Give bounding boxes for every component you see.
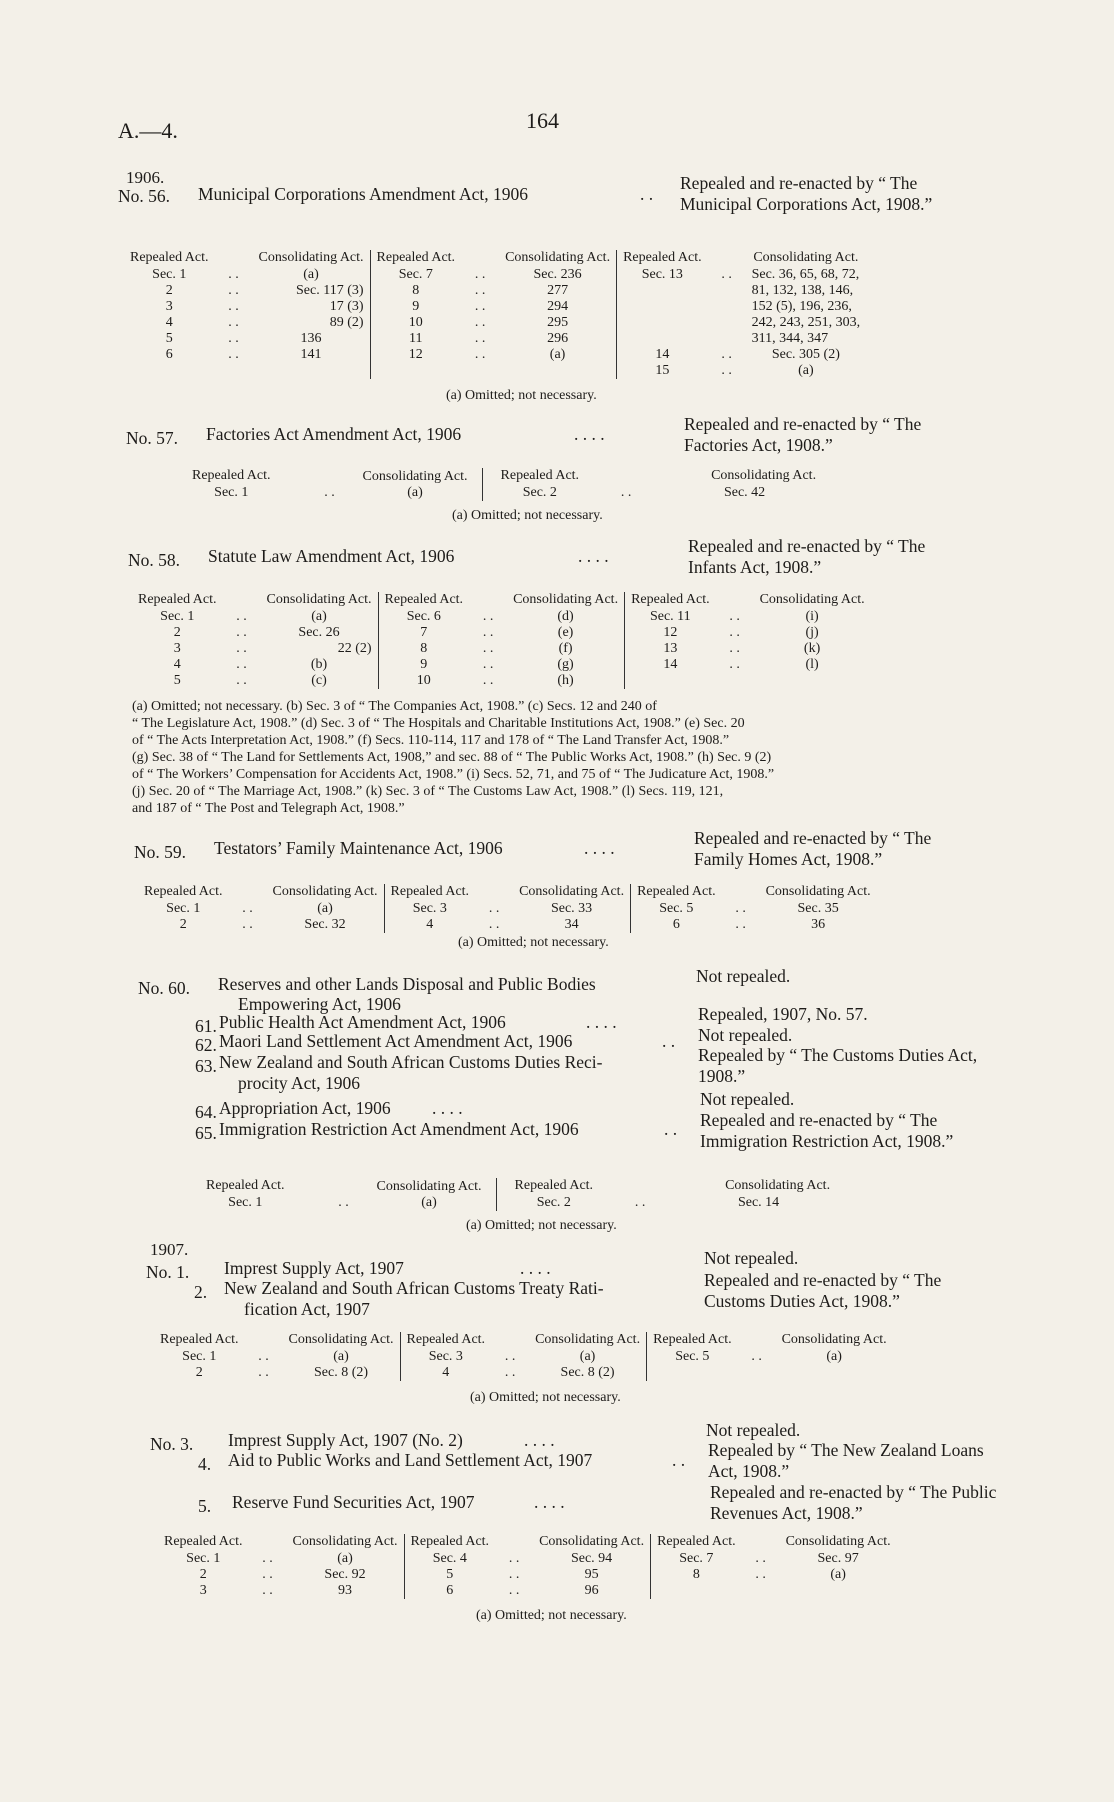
act-status: Repealed by “ The Customs Duties Act, 1908.”	[698, 1045, 978, 1086]
act-number: No. 57.	[126, 428, 179, 448]
act-number: No. 3.	[150, 1434, 194, 1454]
act-title: Public Health Act Amendment Act, 1906	[219, 1012, 506, 1032]
act-number: 5.	[198, 1496, 212, 1516]
footnote-line: (g) Sec. 38 of “ The Land for Settlements Act, 1908,” and sec. 88 of “ The Public Works Act, 1908.” (h) Sec. 9 (2)	[132, 750, 772, 765]
section-table: Repealed Act. Consolidating Act. Repealed Act. Consolidating Act. Repealed Act. Consolidating Act. Sec. 1 . . (a) Sec. 7 . . Sec. 236 Sec. 13 . . Sec. 36, 65, 68, 72, 2 . . Sec. 117 (3) 8 . . 277 81, 132, 138, 146, 3 . . 17 (3) 9 . . 294 152 (5), 196, 236, 4 . . 89 (2) 10 . . 295 242, 243, 251, 303, 5 . . 136 11 . . 296 311, 344, 347 6 . . 141 12 . . (a) 14 . . Sec. 305 (2) 15 . . (a)	[124, 250, 866, 379]
act-number: 65.	[195, 1123, 217, 1143]
dots: . .	[672, 1450, 686, 1470]
col-header: Repealed Act.	[370, 250, 461, 267]
table-note: (a) Omitted; not necessary.	[466, 1218, 617, 1233]
section-table: Repealed Act. Consolidating Act. Repealed Act. Consolidating Act. Sec. 1 . . (a) Sec. 2 . . Sec. 42	[192, 468, 817, 500]
act-status: Not repealed.	[704, 1248, 799, 1268]
act-title: New Zealand and South African Customs Duties Reci-	[219, 1052, 603, 1072]
table-note: (a) Omitted; not necessary.	[476, 1608, 627, 1623]
act-title: Factories Act Amendment Act, 1906	[206, 424, 462, 444]
act-title: Aid to Public Works and Land Settlement Act, 1907	[228, 1450, 593, 1470]
act-status: Not repealed.	[706, 1420, 801, 1440]
dots: . . . .	[586, 1012, 617, 1032]
act-number: 63.	[195, 1056, 217, 1076]
act-status: Repealed and re-enacted by “ The Municipal Corporations Act, 1908.”	[680, 173, 933, 214]
act-number: 62.	[195, 1035, 217, 1055]
act-number: No. 56.	[118, 186, 171, 206]
page-ref: A.—4.	[118, 118, 178, 143]
act-status: Repealed and re-enacted by “ The Customs Duties Act, 1908.”	[704, 1270, 942, 1311]
act-status: Repealed by “ The New Zealand Loans Act, 1908.”	[708, 1440, 984, 1481]
act-title-cont: Empowering Act, 1906	[238, 994, 401, 1014]
footnote-line: of “ The Acts Interpretation Act, 1908.” (f) Secs. 110-114, 117 and 178 of “ The Land Transfer Act, 1908.”	[132, 733, 730, 748]
act-number: No. 58.	[128, 550, 181, 570]
dots: . .	[640, 184, 654, 204]
act-number: 2.	[194, 1282, 208, 1302]
act-status: Not repealed.	[698, 1025, 793, 1045]
act-status: Repealed and re-enacted by “ The Factories Act, 1908.”	[684, 414, 922, 455]
dots: . . . .	[432, 1098, 463, 1118]
act-title-cont: fication Act, 1907	[244, 1299, 370, 1319]
section-table: Repealed Act. Consolidating Act. Repealed Act. Consolidating Act. Repealed Act. Consolidating Act. Sec. 1 . . (a) Sec. 3 . . (a) Sec. 5 . . (a) 2 . . Sec. 8 (2) 4 . . Sec. 8 (2)	[160, 1332, 887, 1380]
act-status: Repealed and re-enacted by “ The Immigration Restriction Act, 1908.”	[700, 1110, 954, 1151]
dots: . . . .	[520, 1258, 551, 1278]
act-status: Not repealed.	[700, 1089, 795, 1109]
footnote-line: (a) Omitted; not necessary. (b) Sec. 3 of “ The Companies Act, 1908.” (c) Secs. 12 and 240 of	[132, 699, 657, 714]
act-title-cont: procity Act, 1906	[238, 1073, 360, 1093]
table-note: (a) Omitted; not necessary.	[452, 508, 603, 523]
section-table: Repealed Act. Consolidating Act. Repealed Act. Consolidating Act. Repealed Act. Consolidating Act. Sec. 1 . . (a) Sec. 6 . . (d) Sec. 11 . . (i) 2 . . Sec. 26 7 . . (e) 12 . . (j) 3 . . 22 (2) 8 . . (f) 13 . . (k) 4 . . (b) 9 . . (g) 14 . . (l) 5 . . (c) 10 . . (h)	[138, 592, 865, 688]
col-header: Repealed Act.	[617, 250, 708, 267]
col-header: Consolidating Act.	[753, 250, 859, 265]
act-title: Appropriation Act, 1906	[219, 1098, 391, 1118]
dots: . .	[662, 1031, 676, 1051]
act-title: Testators’ Family Maintenance Act, 1906	[214, 838, 503, 858]
year-heading: 1907.	[150, 1240, 189, 1259]
dots: . . . .	[524, 1430, 555, 1450]
table-note: (a) Omitted; not necessary.	[470, 1390, 621, 1405]
col-header: Consolidating Act.	[258, 250, 364, 265]
footnote-line: “ The Legislature Act, 1908.” (d) Sec. 3 of “ The Hospitals and Charitable Institutions Act, 1908.” (e) Sec. 20	[132, 716, 745, 731]
act-title: Imprest Supply Act, 1907 (No. 2)	[228, 1430, 463, 1450]
act-number: No. 1.	[146, 1262, 190, 1282]
dots: . . . .	[574, 424, 605, 444]
act-number: 4.	[198, 1454, 212, 1474]
dots: . . . .	[578, 546, 609, 566]
act-status: Repealed and re-enacted by “ The Family Homes Act, 1908.”	[694, 828, 932, 869]
act-number: 61.	[195, 1016, 217, 1036]
act-title: Immigration Restriction Act Amendment Act, 1906	[219, 1119, 579, 1139]
act-status: Repealed, 1907, No. 57.	[698, 1004, 868, 1024]
footnote-line: (j) Sec. 20 of “ The Marriage Act, 1908.” (k) Sec. 3 of “ The Customs Law Act, 1908.” (l) Secs. 119, 121,	[132, 784, 724, 799]
act-title: Municipal Corporations Amendment Act, 1906	[198, 184, 529, 204]
footnote-line: of “ The Workers’ Compensation for Accidents Act, 1908.” (i) Secs. 52, 71, and 75 of “ The Judicature Act, 1908.”	[132, 767, 775, 782]
table-note: (a) Omitted; not necessary.	[458, 935, 609, 950]
act-status: Repealed and re-enacted by “ The Infants Act, 1908.”	[688, 536, 926, 577]
act-title: New Zealand and South African Customs Treaty Rati-	[224, 1278, 604, 1298]
col-header: Repealed Act.	[130, 250, 209, 265]
dots: . .	[664, 1119, 678, 1139]
act-status: Repealed and re-enacted by “ The Public Revenues Act, 1908.”	[710, 1482, 997, 1523]
act-number: No. 60.	[138, 978, 191, 998]
year-heading: 1906.	[126, 168, 165, 187]
dots: . . . .	[584, 838, 615, 858]
act-title: Reserves and other Lands Disposal and Public Bodies	[218, 974, 596, 994]
act-title: Imprest Supply Act, 1907	[224, 1258, 404, 1278]
act-title: Statute Law Amendment Act, 1906	[208, 546, 455, 566]
section-table: Repealed Act. Consolidating Act. Repealed Act. Consolidating Act. Repealed Act. Consolidating Act. Sec. 1 . . (a) Sec. 3 . . Sec. 33 Sec. 5 . . Sec. 35 2 . . Sec. 32 4 . . 34 6 . . 36	[144, 884, 871, 932]
footnote-line: and 187 of “ The Post and Telegraph Act, 1908.”	[132, 801, 405, 816]
table-note: (a) Omitted; not necessary.	[446, 388, 597, 403]
dots: . . . .	[534, 1492, 565, 1512]
act-title: Maori Land Settlement Act Amendment Act, 1906	[219, 1031, 573, 1051]
act-title: Reserve Fund Securities Act, 1907	[232, 1492, 475, 1512]
act-number: No. 59.	[134, 842, 187, 862]
page-number: 164	[526, 108, 559, 133]
section-table: Repealed Act. Consolidating Act. Repealed Act. Consolidating Act. Sec. 1 . . (a) Sec. 2 . . Sec. 14	[206, 1178, 831, 1210]
act-status: Not repealed.	[696, 966, 791, 986]
section-table: Repealed Act. Consolidating Act. Repealed Act. Consolidating Act. Repealed Act. Consolidating Act. Sec. 1 . . (a) Sec. 4 . . Sec. 94 Sec. 7 . . Sec. 97 2 . . Sec. 92 5 . . 95 8 . . (a) 3 . . 93 6 . . 96	[164, 1534, 891, 1598]
act-number: 64.	[195, 1102, 217, 1122]
col-header: Consolidating Act.	[505, 250, 611, 265]
